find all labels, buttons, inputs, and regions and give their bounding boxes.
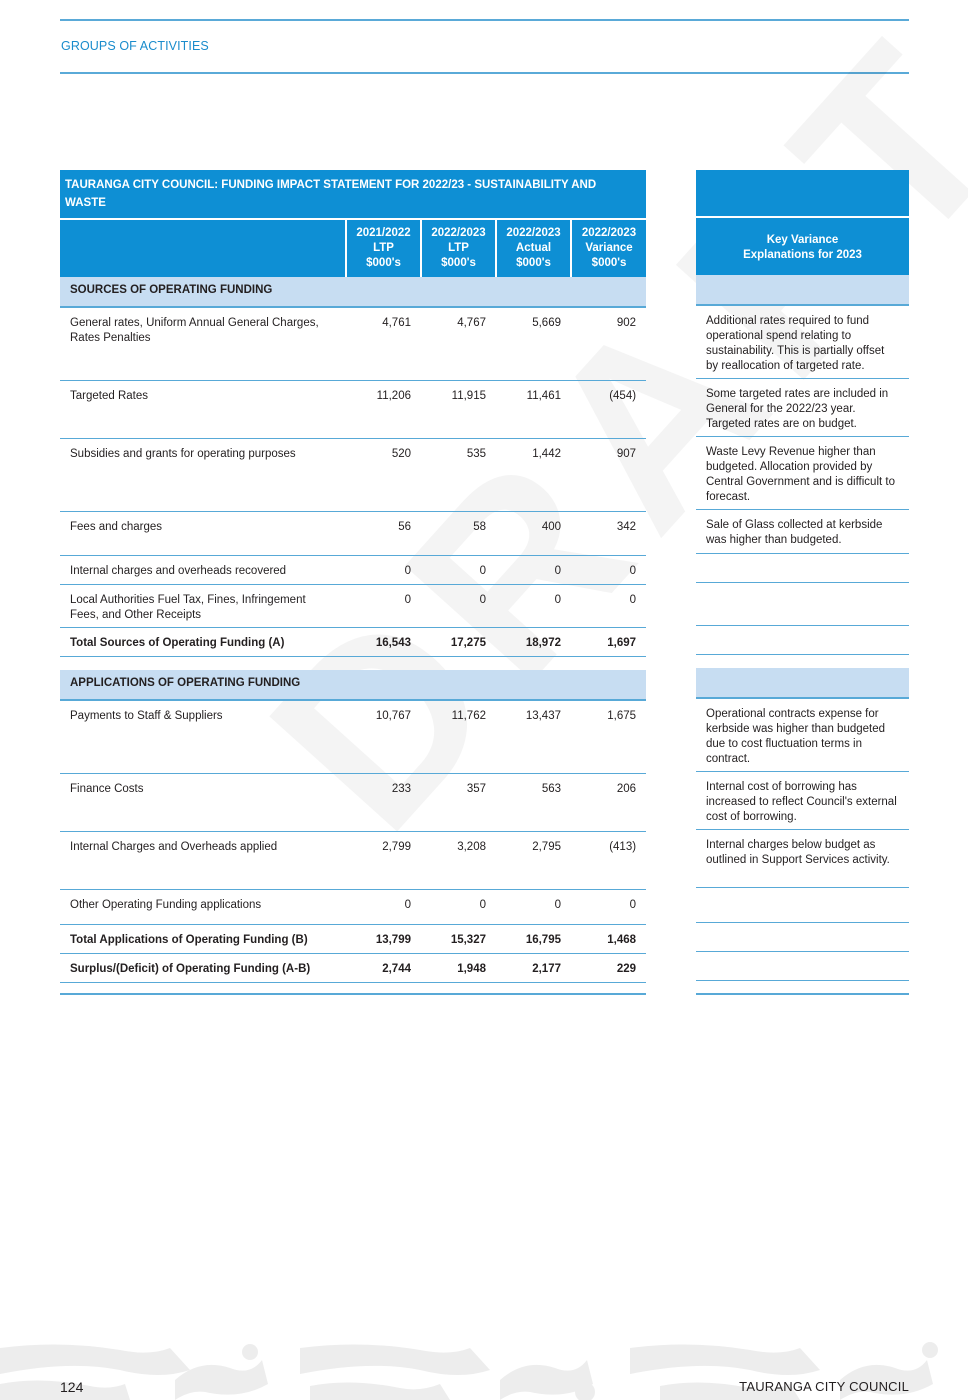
row-label: Local Authorities Fuel Tax, Fines, Infringement Fees, and Other Receipts	[60, 584, 346, 627]
table-row	[60, 773, 646, 831]
table-row	[60, 831, 646, 889]
row-value: 11,461	[496, 380, 571, 438]
row-value: 233	[346, 773, 421, 831]
row-value: 907	[571, 438, 646, 511]
variance-note: Sale of Glass collected at kerbside was higher than budgeted.	[696, 509, 909, 553]
table-row	[60, 889, 646, 924]
variance-note	[696, 887, 909, 922]
row-value: 0	[421, 889, 496, 924]
row-value: 0	[421, 555, 496, 584]
row-label: Total Sources of Operating Funding (A)	[60, 627, 346, 656]
row-value: 10,767	[346, 700, 421, 773]
row-value: 342	[571, 511, 646, 555]
table-row	[60, 584, 646, 627]
row-value: 1,697	[571, 627, 646, 656]
row-value: 18,972	[496, 627, 571, 656]
row-label: General rates, Uniform Annual General Charges, Rates Penalties	[60, 307, 346, 380]
row-value: 2,795	[496, 831, 571, 889]
header-top-rule	[60, 19, 909, 21]
row-label: Total Applications of Operating Funding (B)	[60, 924, 346, 953]
sources-heading: SOURCES OF OPERATING FUNDING	[60, 277, 346, 307]
row-value: 0	[421, 584, 496, 627]
row-value: 206	[571, 773, 646, 831]
row-value: 0	[346, 584, 421, 627]
row-value: 16,543	[346, 627, 421, 656]
row-value: 13,437	[496, 700, 571, 773]
variance-note: Internal charges below budget as outlined in Support Services activity.	[696, 829, 909, 887]
table-title: TAURANGA CITY COUNCIL: FUNDING IMPACT STATEMENT FOR 2022/23 - SUSTAINABILITY AND WASTE	[60, 170, 646, 219]
row-value: 2,799	[346, 831, 421, 889]
applications-heading: APPLICATIONS OF OPERATING FUNDING	[60, 670, 346, 700]
row-value: 4,761	[346, 307, 421, 380]
row-value: 0	[346, 889, 421, 924]
variance-note: Additional rates required to fund operational spend relating to sustainability. This is partially offset by reallocation of targeted rate.	[696, 305, 909, 378]
variance-note: Waste Levy Revenue higher than budgeted. Allocation provided by Central Government and is difficult to forecast.	[696, 436, 909, 509]
row-value: 11,206	[346, 380, 421, 438]
row-value: 0	[496, 555, 571, 584]
table-row	[60, 700, 646, 773]
section-heading-row	[60, 277, 646, 307]
row-value: 11,915	[421, 380, 496, 438]
row-value: 357	[421, 773, 496, 831]
row-value: 3,208	[421, 831, 496, 889]
row-value: 11,762	[421, 700, 496, 773]
row-value: 229	[571, 953, 646, 982]
total-row	[60, 627, 646, 656]
row-label: Payments to Staff & Suppliers	[60, 700, 346, 773]
section-label: GROUPS OF ACTIVITIES	[61, 39, 209, 53]
row-label: Internal Charges and Overheads applied	[60, 831, 346, 889]
row-value: 0	[496, 584, 571, 627]
row-label: Fees and charges	[60, 511, 346, 555]
variance-note	[696, 922, 909, 951]
page-number: 124	[60, 1379, 84, 1395]
row-value: 1,675	[571, 700, 646, 773]
row-value: 17,275	[421, 627, 496, 656]
table-end-rule	[60, 993, 646, 995]
variance-explanations	[696, 170, 909, 981]
row-label: Surplus/(Deficit) of Operating Funding (A-B)	[60, 953, 346, 982]
column-header: 2022/2023 LTP $000's	[421, 219, 496, 277]
variance-header: Key Variance Explanations for 2023	[696, 217, 909, 275]
row-value: 1,948	[421, 953, 496, 982]
section-heading-row	[60, 670, 646, 700]
row-value: 0	[496, 889, 571, 924]
row-value: 400	[496, 511, 571, 555]
row-value: 2,177	[496, 953, 571, 982]
variance-note	[696, 553, 909, 582]
row-value: 58	[421, 511, 496, 555]
row-value: 5,669	[496, 307, 571, 380]
row-label: Targeted Rates	[60, 380, 346, 438]
spacer-row	[60, 656, 646, 670]
row-value: 563	[496, 773, 571, 831]
row-value: 535	[421, 438, 496, 511]
row-label: Finance Costs	[60, 773, 346, 831]
row-value: 520	[346, 438, 421, 511]
variance-note	[696, 951, 909, 980]
column-header: 2021/2022 LTP $000's	[346, 219, 421, 277]
variance-note: Operational contracts expense for kerbside was higher than budgeted due to cost fluctuation terms in contract.	[696, 698, 909, 771]
row-value: 0	[571, 555, 646, 584]
table-row	[60, 511, 646, 555]
column-header: 2022/2023 Variance $000's	[571, 219, 646, 277]
total-row	[60, 924, 646, 953]
row-value: 1,468	[571, 924, 646, 953]
funding-impact-table	[60, 170, 646, 983]
table-row	[60, 380, 646, 438]
row-label: Internal charges and overheads recovered	[60, 555, 346, 584]
column-header-row	[60, 219, 646, 277]
row-value: 0	[571, 584, 646, 627]
row-value: 2,744	[346, 953, 421, 982]
surplus-row	[60, 953, 646, 982]
row-label: Subsidies and grants for operating purposes	[60, 438, 346, 511]
footer-organisation: TAURANGA CITY COUNCIL	[739, 1379, 909, 1394]
column-header-blank	[60, 219, 346, 277]
row-value: 902	[571, 307, 646, 380]
row-value: 1,442	[496, 438, 571, 511]
row-value: 16,795	[496, 924, 571, 953]
table-row	[60, 555, 646, 584]
table-row	[60, 307, 646, 380]
row-value: 0	[346, 555, 421, 584]
variance-note: Some targeted rates are included in General for the 2022/23 year. Targeted rates are on budget.	[696, 378, 909, 436]
row-label: Other Operating Funding applications	[60, 889, 346, 924]
variance-end-rule	[696, 993, 909, 995]
table-row	[60, 438, 646, 511]
row-value: (413)	[571, 831, 646, 889]
column-header: 2022/2023 Actual $000's	[496, 219, 571, 277]
row-value: 0	[571, 889, 646, 924]
row-value: 15,327	[421, 924, 496, 953]
variance-note	[696, 582, 909, 625]
variance-note: Internal cost of borrowing has increased to reflect Council's external cost of borrowing.	[696, 771, 909, 829]
row-value: 13,799	[346, 924, 421, 953]
row-value: 56	[346, 511, 421, 555]
row-value: 4,767	[421, 307, 496, 380]
variance-note	[696, 625, 909, 654]
row-value: (454)	[571, 380, 646, 438]
